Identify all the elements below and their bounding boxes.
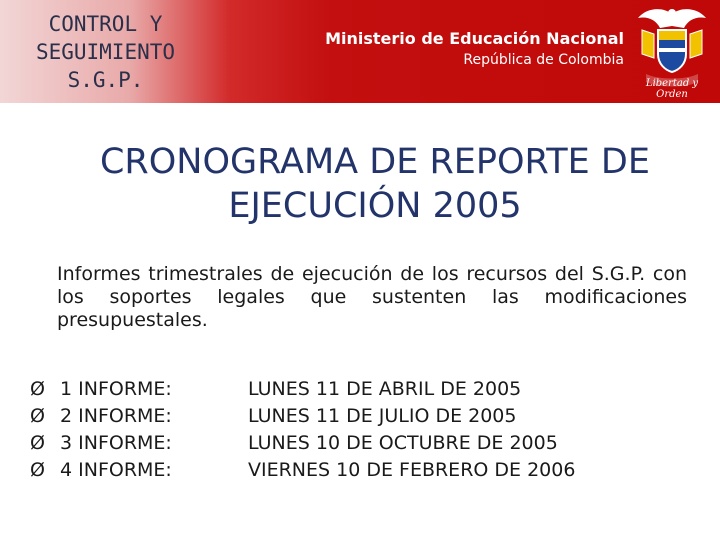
- brand-line: SEGUIMIENTO: [35, 40, 176, 64]
- title-line: EJECUCIÓN 2005: [228, 186, 522, 226]
- brand-line: CONTROL Y: [48, 12, 163, 36]
- schedule-item: [30, 403, 690, 430]
- report-label: 2 INFORME:: [60, 405, 172, 427]
- title-line: CRONOGRAMA DE REPORTE DE: [99, 142, 650, 182]
- report-date: LUNES 10 DE OCTUBRE DE 2005: [248, 432, 558, 454]
- report-date: VIERNES 10 DE FEBRERO DE 2006: [248, 459, 576, 481]
- schedule-list: [30, 376, 690, 484]
- country-name: República de Colombia: [463, 52, 624, 68]
- report-label: 4 INFORME:: [60, 459, 172, 481]
- arrow-bullet-icon: Ø: [30, 432, 45, 454]
- report-label: 3 INFORME:: [60, 432, 172, 454]
- report-date: LUNES 11 DE JULIO DE 2005: [248, 405, 517, 427]
- brand-line: S.G.P.: [67, 68, 144, 92]
- schedule-item: [30, 376, 690, 403]
- ministry-name: Ministerio de Educación Nacional: [325, 29, 624, 48]
- report-label: 1 INFORME:: [60, 378, 172, 400]
- arrow-bullet-icon: Ø: [30, 405, 45, 427]
- ministry-block: [325, 28, 624, 70]
- report-date: LUNES 11 DE ABRIL DE 2005: [248, 378, 522, 400]
- motto: Libertad y Orden: [645, 78, 699, 100]
- header-banner: [0, 0, 720, 103]
- page-title: [40, 140, 710, 228]
- arrow-bullet-icon: Ø: [30, 378, 45, 400]
- intro-paragraph: Informes trimestrales de ejecución de los recursos del S.G.P. con los soportes legales que sustenten las modificaciones presupuestales.: [57, 263, 687, 331]
- schedule-item: [30, 430, 690, 457]
- brand-block: [8, 10, 203, 94]
- schedule-item: [30, 457, 690, 484]
- arrow-bullet-icon: Ø: [30, 459, 45, 481]
